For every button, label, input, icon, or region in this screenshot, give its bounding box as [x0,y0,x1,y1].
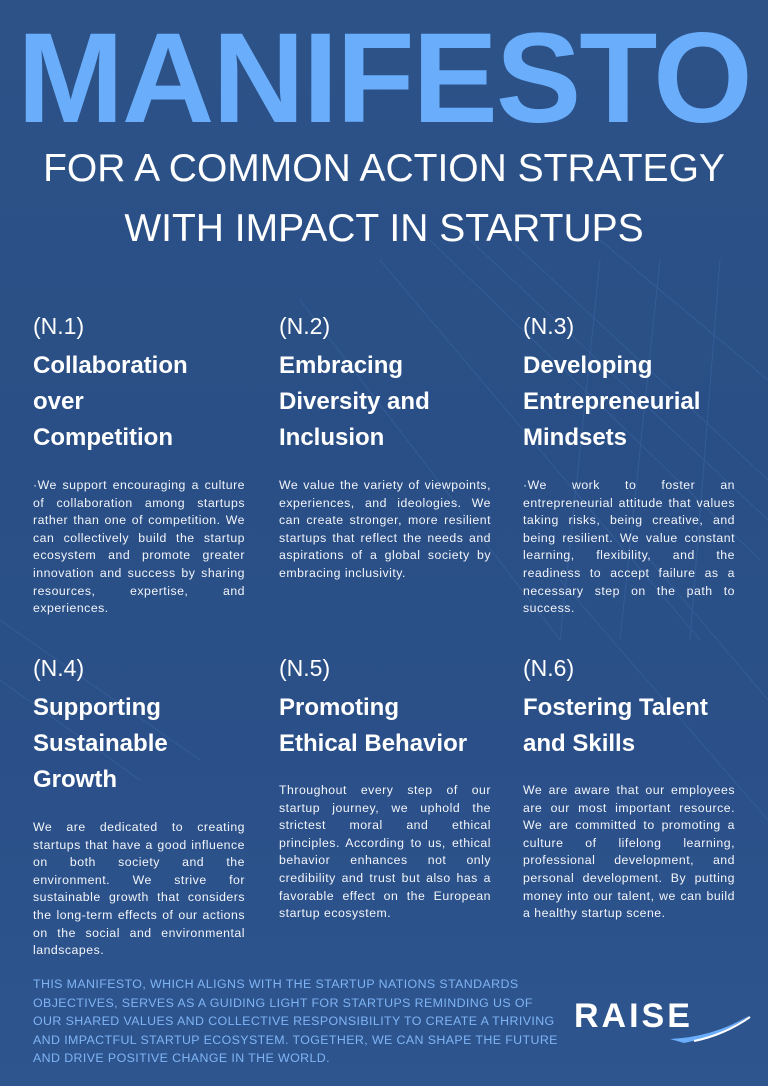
item-number: (N.6) [523,655,575,681]
subtitle-line-2: WITH IMPACT IN STARTUPS [124,207,644,250]
item-heading-line: Fostering Talent [523,694,708,721]
manifesto-item-2 [279,312,491,456]
item-heading-line: Ethical Behavior [279,730,468,757]
item-body-3: ·We work to foster an entrepreneurial attitude that values taking risks, being creative, and being resilient. We value constant learning, flexibility, and the readiness to accept failure as a necessary step on the path to success. [523,478,735,616]
item-heading-line: Promoting [279,694,399,721]
page-title: MANIFESTO [17,7,751,150]
item-body-1: ·We support encouraging a culture of collaboration among startups rather than one of competition. We can collectively build the startup ecosystem and promote greater innovation and success by sharing resources, expertise, and experiences. [33,478,245,616]
item-number: (N.2) [279,313,331,339]
logo-text: RAISE [574,997,693,1035]
item-heading-line: Embracing [279,352,404,379]
item-heading-line: and Skills [523,730,636,757]
item-heading-line: Mindsets [523,424,628,451]
manifesto-item-3 [523,312,735,456]
item-heading-line: Collaboration [33,352,188,379]
raise-logo [574,997,754,1049]
manifesto-item-6 [523,654,735,762]
item-heading-line: Supporting [33,694,161,721]
item-heading-line: Growth [33,766,117,793]
footer-statement: THIS MANIFESTO, WHICH ALIGNS WITH THE STARTUP NATIONS STANDARDS OBJECTIVES, SERVES AS A GUIDING LIGHT FOR STARTUPS REMINDING US OF OUR SHARED VALUES AND COLLECTIVE RESPONSIBILITY TO CREATE A THRIVING AND IMPACTFUL STARTUP ECOSYSTEM. TOGETHER, WE CAN SHAPE THE FUTURE AND DRIVE POSITIVE CHANGE IN THE WORLD. [33,977,558,1065]
item-heading-line: Sustainable [33,730,168,757]
item-body-6: We are aware that our employees are our most important resource. We are committed to promoting a culture of lifelong learning, professional development, and personal development. By putting money into our talent, we can build a healthy startup scene. [523,783,735,921]
subtitle-line-1: FOR A COMMON ACTION STRATEGY [43,147,725,190]
item-heading-line: Competition [33,424,173,451]
item-number: (N.1) [33,313,85,339]
item-body-5: Throughout every step of our startup journey, we uphold the strictest moral and ethical principles. According to us, ethical behavior enhances not only credibility and trust but also has a favorable effect on the European startup ecosystem. [279,783,491,921]
item-number: (N.4) [33,655,85,681]
item-body-4: We are dedicated to creating startups that have a good influence on both society and the environment. We strive for sustainable growth that considers the long-term effects of our actions on the social and environmental landscapes. [33,820,245,958]
manifesto-item-4 [33,654,245,798]
item-heading-line: Entrepreneurial [523,388,701,415]
manifesto-item-5 [279,654,491,762]
item-body-2: We value the variety of viewpoints, experiences, and ideologies. We can create stronger, more resilient startups that reflect the needs and aspirations of a global society by embracing inclusivity. [279,478,491,580]
item-heading-line: Inclusion [279,424,385,451]
item-number: (N.5) [279,655,331,681]
item-heading-line: over [33,388,84,415]
item-heading-line: Developing [523,352,653,379]
item-number: (N.3) [523,313,575,339]
item-heading-line: Diversity and [279,388,430,415]
manifesto-item-1 [33,312,245,456]
